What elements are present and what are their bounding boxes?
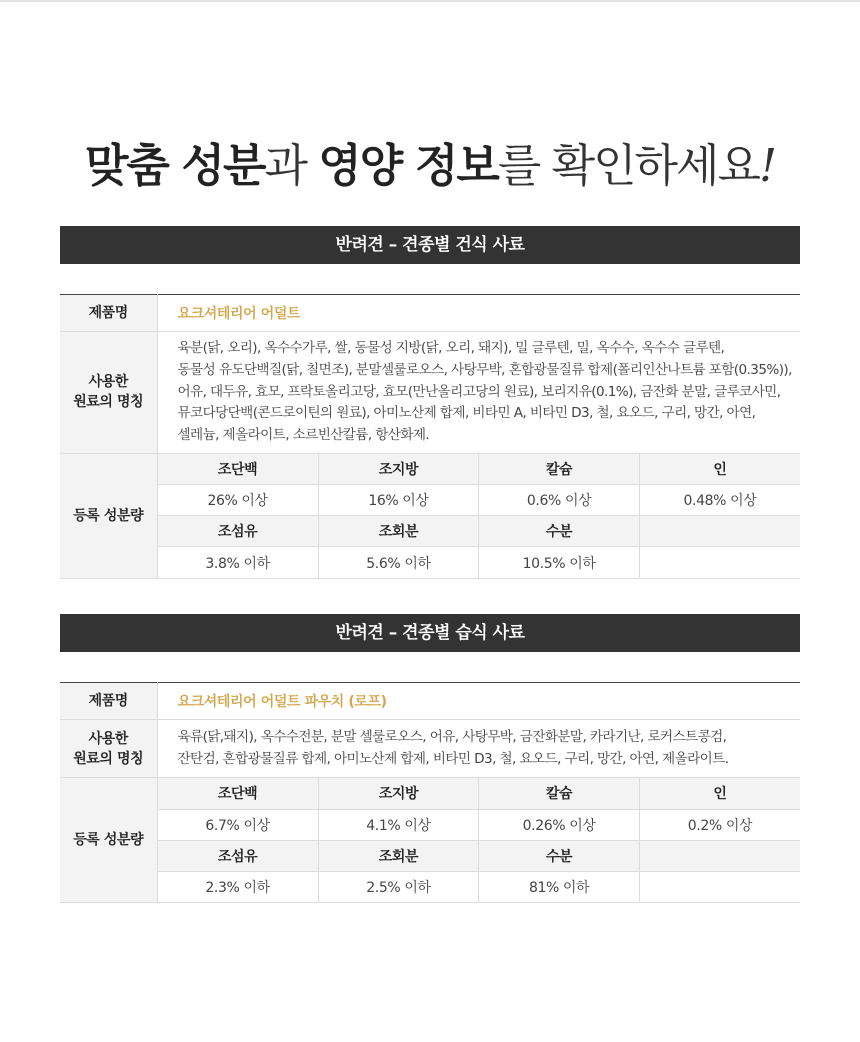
row-header-nutrients: 등록 성분량 — [60, 453, 157, 578]
nutrients-grid — [158, 778, 801, 902]
ingredients-text — [157, 332, 800, 454]
spec-table-dry-food — [60, 294, 800, 579]
nutrients-cell — [157, 778, 800, 903]
table-row-nutrients — [60, 453, 800, 578]
section-banner-dry-food: 반려견 – 견종별 건식 사료 — [60, 226, 800, 264]
nutrient-value: 5.6% 이하 — [318, 547, 479, 578]
nutrient-label-empty — [639, 840, 800, 871]
headline-text-2: 를 확인하세요 — [497, 139, 759, 192]
table-row-product — [60, 295, 800, 332]
nutrient-label: 조섬유 — [158, 516, 319, 547]
nutrient-label: 칼슘 — [479, 454, 640, 485]
table-row-nutrients — [60, 778, 800, 903]
ingredients-line: 어유, 대두유, 효모, 프락토올리고당, 효모(만난올리고당의 원료), 보리지유(0.1%), 금잔화 분말, 글루코사민, — [177, 383, 781, 400]
section-banner-wet-food: 반려견 – 견종별 습식 사료 — [60, 614, 800, 652]
row-header-ingredients — [60, 720, 157, 778]
nutrient-label: 조단백 — [158, 778, 319, 809]
row-header-ingredients-line2: 원료의 명칭 — [73, 750, 144, 767]
nutrient-label: 조지방 — [318, 454, 479, 485]
ingredients-line: 잔탄검, 혼합광물질류 합제, 아미노산제 합제, 비타민 D3, 철, 요오드, 구리, 망간, 아연, 제올라이트. — [177, 750, 729, 767]
nutrient-value-empty — [639, 547, 800, 578]
row-header-ingredients — [60, 332, 157, 454]
nutrients-cell — [157, 453, 800, 578]
page-headline — [0, 136, 860, 196]
nutrient-value: 0.2% 이상 — [639, 809, 800, 840]
headline-text-1: 과 — [264, 139, 319, 192]
nutrient-label: 조회분 — [318, 516, 479, 547]
headline-exclamation: ! — [758, 139, 776, 192]
nutrient-label: 조회분 — [318, 840, 479, 871]
product-name: 요크셔테리어 어덜트 파우치 (로프) — [157, 683, 800, 720]
nutrient-value: 81% 이하 — [479, 871, 640, 902]
row-header-ingredients-line1: 사용한 — [88, 374, 128, 391]
table-row-product — [60, 683, 800, 720]
nutrient-value: 0.26% 이상 — [479, 809, 640, 840]
nutrient-value-row — [158, 871, 801, 902]
nutrient-value: 0.48% 이상 — [639, 485, 800, 516]
headline-emphasis-2: 영양 정보 — [318, 139, 498, 192]
nutrient-label: 수분 — [479, 840, 640, 871]
table-row-ingredients — [60, 720, 800, 778]
nutrient-value: 10.5% 이하 — [479, 547, 640, 578]
ingredients-line: 육류(닭,돼지), 옥수수전분, 분말 셀룰로오스, 어유, 사탕무박, 금잔화분말, 카라기난, 로커스트콩검, — [177, 729, 727, 745]
nutrients-grid — [158, 454, 801, 578]
nutrient-label-row — [158, 840, 801, 871]
nutrient-value: 2.5% 이하 — [318, 871, 479, 902]
ingredients-line: 뮤코다당단백(콘드로이틴의 원료), 아미노산제 합제, 비타민 A, 비타민 D3, 철, 요오드, 구리, 망간, 아연, — [177, 405, 756, 422]
nutrient-label: 조단백 — [158, 454, 319, 485]
nutrient-value: 0.6% 이상 — [479, 485, 640, 516]
nutrient-label-row — [158, 778, 801, 809]
nutrient-value-empty — [639, 871, 800, 902]
ingredients-line: 동물성 유도단백질(닭, 칠면조), 분말셀룰로오스, 사탕무박, 혼합광물질류 합제(폴리인산나트륨 포함(0.35%)), — [177, 361, 792, 378]
nutrient-value-row — [158, 547, 801, 578]
nutrient-label-row — [158, 516, 801, 547]
row-header-nutrients: 등록 성분량 — [60, 778, 157, 903]
ingredients-text — [157, 720, 800, 778]
nutrient-label: 칼슘 — [479, 778, 640, 809]
nutrient-value: 16% 이상 — [318, 485, 479, 516]
nutrient-value: 4.1% 이상 — [318, 809, 479, 840]
nutrient-label-row — [158, 454, 801, 485]
row-header-product: 제품명 — [60, 683, 157, 720]
product-name: 요크셔테리어 어덜트 — [157, 295, 800, 332]
top-divider — [0, 0, 860, 2]
ingredients-line: 셀레늄, 제올라이트, 소르빈산칼륨, 항산화제. — [177, 427, 430, 444]
row-header-ingredients-line2: 원료의 명칭 — [73, 394, 144, 411]
nutrient-label: 수분 — [479, 516, 640, 547]
nutrient-label-empty — [639, 516, 800, 547]
table-row-ingredients — [60, 332, 800, 454]
nutrient-value: 3.8% 이하 — [158, 547, 319, 578]
nutrient-label: 조섬유 — [158, 840, 319, 871]
row-header-product: 제품명 — [60, 295, 157, 332]
nutrient-value: 2.3% 이하 — [158, 871, 319, 902]
nutrient-value: 6.7% 이상 — [158, 809, 319, 840]
nutrient-label: 인 — [639, 454, 800, 485]
nutrient-value-row — [158, 485, 801, 516]
nutrient-value: 26% 이상 — [158, 485, 319, 516]
row-header-ingredients-line1: 사용한 — [88, 730, 128, 747]
headline-emphasis-1: 맞춤 성분 — [84, 139, 265, 192]
nutrient-label: 조지방 — [318, 778, 479, 809]
spec-table-wet-food — [60, 682, 800, 903]
nutrient-value-row — [158, 809, 801, 840]
ingredients-line: 육분(닭, 오리), 옥수수가루, 쌀, 동물성 지방(닭, 오리, 돼지), 밀 글루텐, 밀, 옥수수, 옥수수 글루텐, — [177, 340, 725, 356]
nutrient-label: 인 — [639, 778, 800, 809]
